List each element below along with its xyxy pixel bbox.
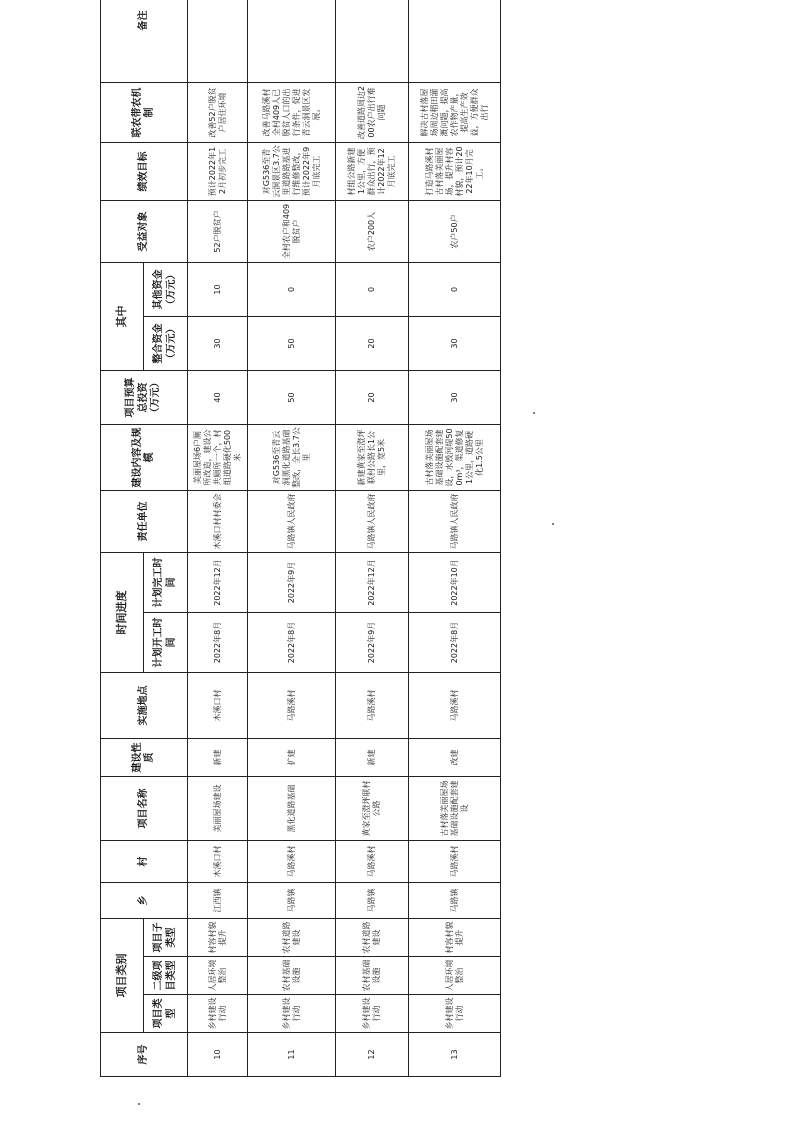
cell-cat-sub: 农村道路建设 bbox=[336, 918, 409, 956]
cell-township: 马路镇 bbox=[248, 882, 336, 918]
header-beneficiary: 受益对象 bbox=[101, 200, 188, 262]
cell-other: 0 bbox=[336, 262, 409, 316]
cell-unit: 马路镇人民政府 bbox=[336, 490, 409, 552]
table-row bbox=[248, 0, 336, 1077]
cell-remark bbox=[336, 0, 409, 82]
header-cat-level2: 二级项目类型 bbox=[144, 957, 188, 995]
header-seq: 序号 bbox=[101, 1033, 188, 1077]
cell-content: 美丽屋场6户厕所改造，建设公共厕所一个，村组道路硬化500米 bbox=[188, 424, 248, 490]
cell-start: 2022年8月 bbox=[248, 612, 336, 672]
cell-unit: 马路镇人民政府 bbox=[248, 490, 336, 552]
rotated-page bbox=[100, 10, 500, 1077]
cell-location: 马路溪村 bbox=[336, 672, 409, 738]
cell-cat-type: 乡村建设行动 bbox=[336, 995, 409, 1033]
cell-end: 2022年12月 bbox=[188, 552, 248, 612]
cell-end: 2022年12月 bbox=[336, 552, 409, 612]
cell-nature: 新建 bbox=[188, 738, 248, 776]
cell-project-name: 黑化道路基础 bbox=[248, 776, 336, 840]
cell-cat-level2: 人居环境整治 bbox=[188, 957, 248, 995]
cell-start: 2022年8月 bbox=[188, 612, 248, 672]
cell-seq: 13 bbox=[409, 1033, 501, 1077]
cell-cat-sub: 农村道路建设 bbox=[248, 918, 336, 956]
cell-township: 江西镇 bbox=[188, 882, 248, 918]
cell-goal: 打造马路溪村古村落美丽屋场，提升村容村貌，预计2022年10月完工。 bbox=[409, 142, 501, 200]
header-mechanism: 联农带农机制 bbox=[101, 82, 188, 142]
cell-village: 马路溪村 bbox=[336, 840, 409, 882]
cell-beneficiary: 农户200人 bbox=[336, 200, 409, 262]
table-row bbox=[188, 0, 248, 1077]
cell-project-name: 古村落美丽屋场基础设施配套建设 bbox=[409, 776, 501, 840]
cell-other: 10 bbox=[188, 262, 248, 316]
header-category-group: 项目类别 bbox=[101, 918, 144, 1032]
cell-integrated: 30 bbox=[188, 316, 248, 370]
cell-cat-type: 乡村建设行动 bbox=[248, 995, 336, 1033]
scan-speck bbox=[533, 412, 535, 414]
header-among: 其中 bbox=[101, 262, 144, 370]
cell-beneficiary: 农户50户 bbox=[409, 200, 501, 262]
cell-village: 马路溪村 bbox=[409, 840, 501, 882]
cell-seq: 12 bbox=[336, 1033, 409, 1077]
header-remark: 备注 bbox=[101, 0, 188, 82]
cell-beneficiary: 52户脱贫户 bbox=[188, 200, 248, 262]
cell-other: 0 bbox=[409, 262, 501, 316]
cell-unit: 木溪口村村委会 bbox=[188, 490, 248, 552]
cell-mechanism: 解决古村落屋场周边稻田灌溉问题，提高农作物产量，提高生产效益，方便群众出行 bbox=[409, 82, 501, 142]
scan-speck bbox=[138, 1103, 140, 1105]
cell-cat-level2: 农村基础设施 bbox=[248, 957, 336, 995]
header-budget: 项目预算总投资（万元） bbox=[101, 370, 188, 424]
cell-other: 0 bbox=[248, 262, 336, 316]
header-goal: 绩效目标 bbox=[101, 142, 188, 200]
cell-location: 马路溪村 bbox=[409, 672, 501, 738]
cell-location: 木溪口村 bbox=[188, 672, 248, 738]
cell-goal: 村组公路新建1公里，方便群众出行，预计2022年12月底完工 bbox=[336, 142, 409, 200]
cell-township: 马路镇 bbox=[336, 882, 409, 918]
header-cat-sub: 项目子类型 bbox=[144, 918, 188, 956]
header-start: 计划开工时间 bbox=[144, 612, 188, 672]
cell-start: 2022年9月 bbox=[336, 612, 409, 672]
cell-remark bbox=[188, 0, 248, 82]
cell-unit: 马路镇人民政府 bbox=[409, 490, 501, 552]
cell-goal: 对G536至青云洞景区3.7公里道路路基进行维修整改，预计2022年9月底完工 bbox=[248, 142, 336, 200]
cell-nature: 扩建 bbox=[248, 738, 336, 776]
cell-seq: 11 bbox=[248, 1033, 336, 1077]
cell-budget: 50 bbox=[248, 370, 336, 424]
header-nature: 建设性质 bbox=[101, 738, 188, 776]
cell-budget: 20 bbox=[336, 370, 409, 424]
cell-budget: 30 bbox=[409, 370, 501, 424]
cell-end: 2022年9月 bbox=[248, 552, 336, 612]
header-village: 村 bbox=[101, 840, 188, 882]
header-time-group: 时间进度 bbox=[101, 552, 144, 672]
cell-mechanism: 改善道路周边200农户出行难问题 bbox=[336, 82, 409, 142]
cell-township: 马路镇 bbox=[409, 882, 501, 918]
cell-content: 对G536至青云洞黑化道路基础整改，全长3.7公里 bbox=[248, 424, 336, 490]
cell-goal: 预计2022年12月初步完工 bbox=[188, 142, 248, 200]
header-project-name: 项目名称 bbox=[101, 776, 188, 840]
cell-budget: 40 bbox=[188, 370, 248, 424]
cell-village: 马路溪村 bbox=[248, 840, 336, 882]
cell-nature: 新建 bbox=[336, 738, 409, 776]
header-township: 乡 bbox=[101, 882, 188, 918]
cell-mechanism: 改善马路溪村全村409人已脱贫人口的出行条件，促进青云洞景区发展。 bbox=[248, 82, 336, 142]
cell-cat-level2: 人居环境整治 bbox=[409, 957, 501, 995]
cell-location: 马路溪村 bbox=[248, 672, 336, 738]
cell-content: 新建黄家至澄坪联村公路长1公里，宽5米 bbox=[336, 424, 409, 490]
table-row bbox=[336, 0, 409, 1077]
header-other: 其他资金（万元） bbox=[144, 262, 188, 316]
cell-mechanism: 改善52户脱贫户居住环境 bbox=[188, 82, 248, 142]
header-end: 计划完工时间 bbox=[144, 552, 188, 612]
cell-cat-level2: 农村基础设施 bbox=[336, 957, 409, 995]
cell-cat-sub: 村容村貌提升 bbox=[188, 918, 248, 956]
table-row bbox=[409, 0, 501, 1077]
cell-integrated: 50 bbox=[248, 316, 336, 370]
header-unit: 责任单位 bbox=[101, 490, 188, 552]
cell-beneficiary: 全村农户和409脱贫户 bbox=[248, 200, 336, 262]
cell-seq: 10 bbox=[188, 1033, 248, 1077]
cell-start: 2022年8月 bbox=[409, 612, 501, 672]
cell-village: 木溪口村 bbox=[188, 840, 248, 882]
cell-remark bbox=[248, 0, 336, 82]
cell-nature: 改建 bbox=[409, 738, 501, 776]
header-cat-type: 项目类型 bbox=[144, 995, 188, 1033]
cell-project-name: 黄家至澄坪联村公路 bbox=[336, 776, 409, 840]
header-integrated: 整合资金（万元） bbox=[144, 316, 188, 370]
scan-speck bbox=[552, 523, 554, 525]
header-location: 实施地点 bbox=[101, 672, 188, 738]
cell-cat-type: 乡村建设行动 bbox=[188, 995, 248, 1033]
header-content: 建设内容及规模 bbox=[101, 424, 188, 490]
cell-project-name: 美丽屋场建设 bbox=[188, 776, 248, 840]
cell-integrated: 30 bbox=[409, 316, 501, 370]
cell-integrated: 20 bbox=[336, 316, 409, 370]
rotated-table-wrapper bbox=[100, 10, 500, 1077]
cell-cat-sub: 村容村貌提升 bbox=[409, 918, 501, 956]
cell-remark bbox=[409, 0, 501, 82]
cell-content: 古村落美丽屋场基础设施配套建设，水毁河堤500m³，渠道修复1公里，道路硬化1.5公里 bbox=[409, 424, 501, 490]
cell-cat-type: 乡村建设行动 bbox=[409, 995, 501, 1033]
project-table bbox=[100, 0, 501, 1077]
cell-end: 2022年10月 bbox=[409, 552, 501, 612]
